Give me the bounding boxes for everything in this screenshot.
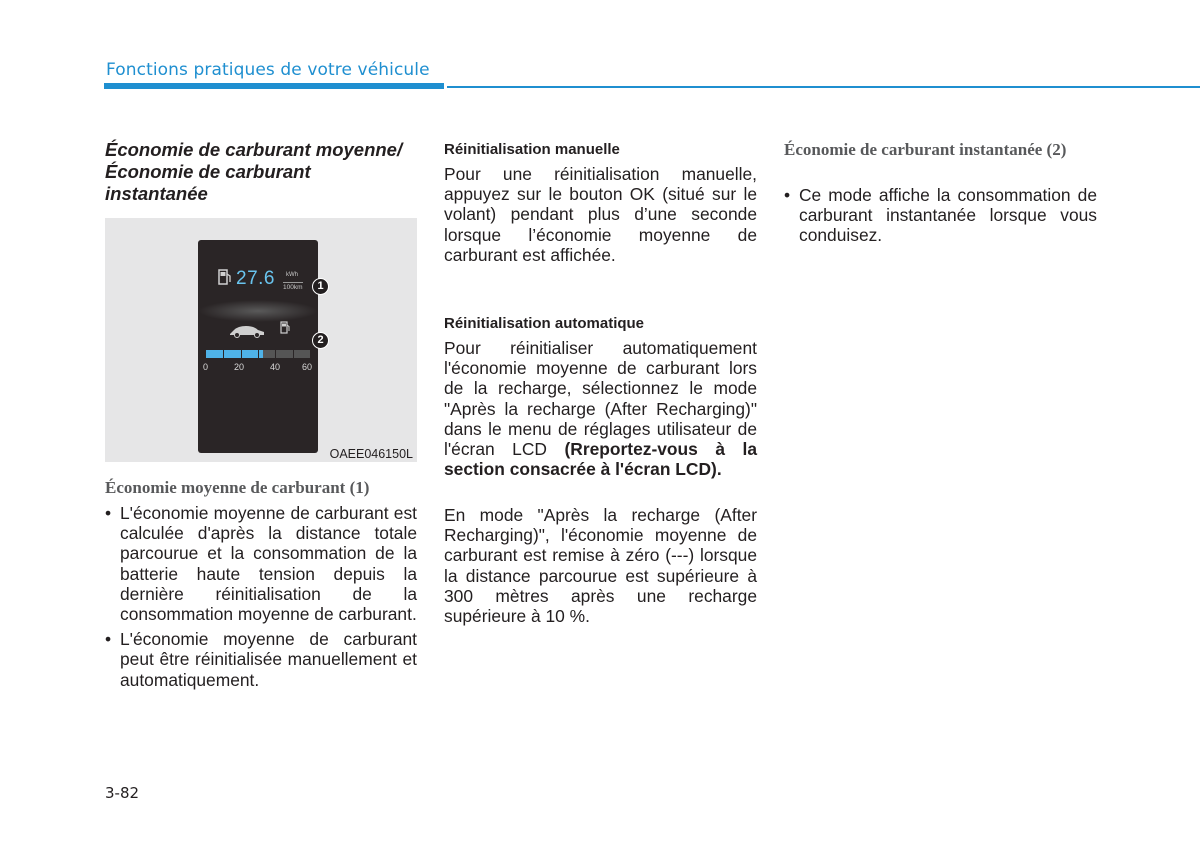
figure-code: OAEE046150L	[329, 447, 413, 461]
list-item: • L'économie moyenne de carburant peut être réinitialisée manuellement et automatiquement.	[105, 629, 417, 690]
page-header-title: Fonctions pratiques de votre véhicule	[106, 60, 430, 80]
cluster-screen	[198, 240, 318, 453]
list-item: • L'économie moyenne de carburant est calculée d'après la distance totale parcourue et la consommation de la batterie haute tension depuis la dernière réinitialisation de la consommation moyenne de carburant.	[105, 503, 417, 624]
scale-label: 20	[234, 362, 245, 372]
instant-economy-bar-fill	[206, 350, 263, 358]
list-item: • Ce mode affiche la consommation de carburant instantanée lorsque vous conduisez.	[784, 185, 1097, 246]
page-number: 3-82	[105, 784, 140, 802]
manual-reset-text: Pour une réinitialisation manuelle, appuyez sur le bouton OK (situé sur le volant) pendant plus d’une seconde lorsque l’économie moyenne de carburant est affichée.	[444, 164, 757, 265]
bar-tick	[241, 350, 242, 358]
manual-reset-heading: Réinitialisation manuelle	[444, 141, 620, 158]
header-rule-thin	[447, 86, 1200, 88]
bar-tick	[293, 350, 294, 358]
fuel-pump-icon	[218, 268, 232, 286]
unit-top-label: kWh	[286, 272, 298, 278]
scale-label: 0	[203, 362, 209, 372]
section-title: Économie de carburant moyenne/Économie de carburant instantanée	[105, 139, 403, 204]
instant-economy-heading: Économie de carburant instantanée (2)	[784, 140, 1067, 159]
average-economy-bullets	[105, 503, 417, 695]
divider-glow	[198, 300, 318, 322]
dashboard-figure	[105, 218, 417, 462]
auto-reset-block	[444, 338, 757, 479]
callout-2: 2	[312, 332, 329, 349]
unit-bottom-label: 100km	[283, 284, 303, 291]
auto-reset-heading: Réinitialisation automatique	[444, 315, 645, 332]
car-icon	[228, 324, 266, 338]
fuel-economy-readout: 27.6	[236, 268, 275, 289]
instant-economy-bar	[206, 350, 310, 358]
bar-tick	[275, 350, 276, 358]
header-rule-thick	[104, 83, 444, 89]
callout-1: 1	[312, 278, 329, 295]
small-fuel-icon	[280, 320, 290, 334]
scale-label: 40	[270, 362, 281, 372]
scale-label: 60	[302, 362, 313, 372]
auto-reset-text-2: En mode "Après la recharge (After Recharging)", l'économie moyenne de carburant est remise à zéro (---) lorsque la distance parcourue est supérieure à 300 mètres après une recharge supérieure à 10 %.	[444, 505, 757, 627]
instant-economy-bullets	[784, 185, 1097, 251]
bar-tick	[223, 350, 224, 358]
auto-reset-reference: (Rreportez-vous à la section consacrée à l'écran LCD).	[444, 439, 757, 480]
auto-reset-text: Pour réinitialiser automatiquement l'économie moyenne de carburant lors de la recharge, sélectionnez le mode "Après la recharge (After Recharging)" dans le menu de réglages utilisateur de l'écran LCD	[444, 338, 757, 460]
bar-tick	[258, 350, 259, 358]
average-economy-heading: Économie moyenne de carburant (1)	[105, 478, 370, 497]
